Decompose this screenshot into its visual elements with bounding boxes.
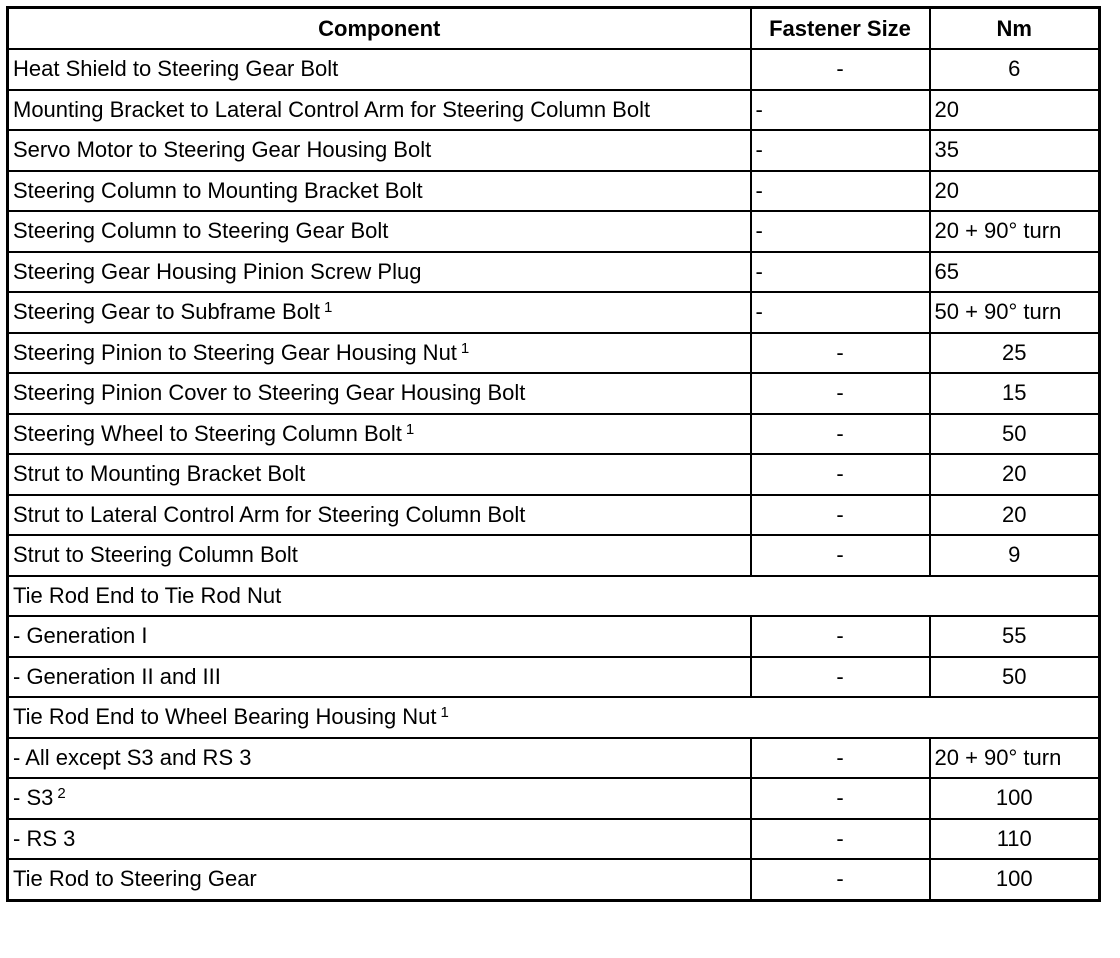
torque-nm-cell: 100 xyxy=(930,778,1100,819)
component-label: Strut to Steering Column Bolt xyxy=(13,542,298,568)
component-cell xyxy=(8,616,751,657)
torque-nm-cell: 65 xyxy=(930,252,1100,293)
table-row xyxy=(8,738,1100,779)
component-label: - Generation I xyxy=(13,623,148,649)
component-cell xyxy=(8,738,751,779)
component-cell xyxy=(8,333,751,374)
torque-nm-cell: 100 xyxy=(930,859,1100,900)
footnote-marker: 1 xyxy=(323,299,333,317)
fastener-size-cell: - xyxy=(751,859,930,900)
table-row xyxy=(8,90,1100,131)
table-header-row xyxy=(8,8,1100,50)
component-cell xyxy=(8,292,751,333)
fastener-size-cell: - xyxy=(751,333,930,374)
component-cell xyxy=(8,495,751,536)
fastener-size-cell: - xyxy=(751,171,930,212)
component-label: Servo Motor to Steering Gear Housing Bolt xyxy=(13,137,432,163)
torque-nm-cell: 110 xyxy=(930,819,1100,860)
component-label: Steering Wheel to Steering Column Bolt xyxy=(13,420,402,446)
fastener-size-cell: - xyxy=(751,535,930,576)
component-cell xyxy=(8,576,1100,617)
fastener-size-cell: - xyxy=(751,90,930,131)
component-cell xyxy=(8,90,751,131)
component-cell xyxy=(8,49,751,90)
torque-nm-cell: 6 xyxy=(930,49,1100,90)
torque-nm-cell: 20 + 90° turn xyxy=(930,738,1100,779)
table-row xyxy=(8,211,1100,252)
table-row xyxy=(8,292,1100,333)
torque-spec-sheet xyxy=(6,6,1098,902)
component-label: Tie Rod End to Tie Rod Nut xyxy=(13,582,282,608)
component-cell xyxy=(8,657,751,698)
footnote-marker: 1 xyxy=(440,704,449,722)
torque-nm-cell: 20 xyxy=(930,495,1100,536)
fastener-size-cell: - xyxy=(751,657,930,698)
fastener-size-cell: - xyxy=(751,292,930,333)
fastener-size-cell: - xyxy=(751,373,930,414)
component-label: Steering Gear Housing Pinion Screw Plug xyxy=(13,258,422,284)
table-row xyxy=(8,778,1100,819)
fastener-size-cell: - xyxy=(751,454,930,495)
table-row xyxy=(8,171,1100,212)
header-fastener-size: Fastener Size xyxy=(751,8,930,50)
fastener-size-cell: - xyxy=(751,211,930,252)
component-cell xyxy=(8,211,751,252)
component-label: Heat Shield to Steering Gear Bolt xyxy=(13,56,339,82)
table-row xyxy=(8,819,1100,860)
table-row xyxy=(8,333,1100,374)
torque-nm-cell: 50 xyxy=(930,657,1100,698)
table-row xyxy=(8,373,1100,414)
component-label: Tie Rod to Steering Gear xyxy=(13,866,257,892)
component-cell xyxy=(8,859,751,900)
component-cell xyxy=(8,414,751,455)
table-row xyxy=(8,859,1100,900)
table-body xyxy=(8,49,1100,900)
component-label: Mounting Bracket to Lateral Control Arm for Steering Column Bolt xyxy=(13,96,651,122)
table-row xyxy=(8,454,1100,495)
table-row xyxy=(8,535,1100,576)
component-cell xyxy=(8,130,751,171)
component-label: - S3 xyxy=(13,785,54,811)
table-row xyxy=(8,576,1100,617)
fastener-size-cell: - xyxy=(751,49,930,90)
component-cell xyxy=(8,819,751,860)
table-row xyxy=(8,414,1100,455)
torque-nm-cell: 50 + 90° turn xyxy=(930,292,1100,333)
component-label: Strut to Lateral Control Arm for Steering Column Bolt xyxy=(13,501,526,527)
component-cell xyxy=(8,697,1100,738)
footnote-marker: 2 xyxy=(57,785,66,803)
table-row xyxy=(8,495,1100,536)
component-label: Tie Rod End to Wheel Bearing Housing Nut xyxy=(13,704,437,730)
component-cell xyxy=(8,535,751,576)
table-row xyxy=(8,252,1100,293)
fastener-size-cell: - xyxy=(751,778,930,819)
component-label: Steering Pinion to Steering Gear Housing Nut xyxy=(13,339,457,365)
fastener-size-cell: - xyxy=(751,252,930,293)
component-cell xyxy=(8,454,751,495)
component-label: Strut to Mounting Bracket Bolt xyxy=(13,461,306,487)
table-row xyxy=(8,657,1100,698)
fastener-size-cell: - xyxy=(751,738,930,779)
table-row xyxy=(8,49,1100,90)
fastener-size-cell: - xyxy=(751,616,930,657)
component-label: Steering Pinion Cover to Steering Gear Housing Bolt xyxy=(13,380,526,406)
torque-nm-cell: 15 xyxy=(930,373,1100,414)
fastener-size-cell: - xyxy=(751,495,930,536)
torque-nm-cell: 20 xyxy=(930,171,1100,212)
torque-nm-cell: 20 xyxy=(930,454,1100,495)
footnote-marker: 1 xyxy=(405,420,415,438)
fastener-size-cell: - xyxy=(751,414,930,455)
component-label: Steering Column to Steering Gear Bolt xyxy=(13,218,389,244)
component-cell xyxy=(8,171,751,212)
torque-nm-cell: 35 xyxy=(930,130,1100,171)
component-cell xyxy=(8,252,751,293)
component-label: - All except S3 and RS 3 xyxy=(13,744,252,770)
component-label: - Generation II and III xyxy=(13,663,221,689)
torque-nm-cell: 20 + 90° turn xyxy=(930,211,1100,252)
footnote-marker: 1 xyxy=(460,339,470,357)
component-cell xyxy=(8,778,751,819)
torque-nm-cell: 9 xyxy=(930,535,1100,576)
component-label: - RS 3 xyxy=(13,825,76,851)
fastener-size-cell: - xyxy=(751,130,930,171)
torque-nm-cell: 55 xyxy=(930,616,1100,657)
component-label: Steering Gear to Subframe Bolt xyxy=(13,299,320,325)
table-row xyxy=(8,130,1100,171)
torque-nm-cell: 20 xyxy=(930,90,1100,131)
component-cell xyxy=(8,373,751,414)
torque-nm-cell: 50 xyxy=(930,414,1100,455)
table-row xyxy=(8,616,1100,657)
fastener-size-cell: - xyxy=(751,819,930,860)
component-label: Steering Column to Mounting Bracket Bolt xyxy=(13,177,423,203)
torque-nm-cell: 25 xyxy=(930,333,1100,374)
header-component: Component xyxy=(8,8,751,50)
table-row xyxy=(8,697,1100,738)
header-nm: Nm xyxy=(930,8,1100,50)
torque-spec-table xyxy=(6,6,1101,902)
